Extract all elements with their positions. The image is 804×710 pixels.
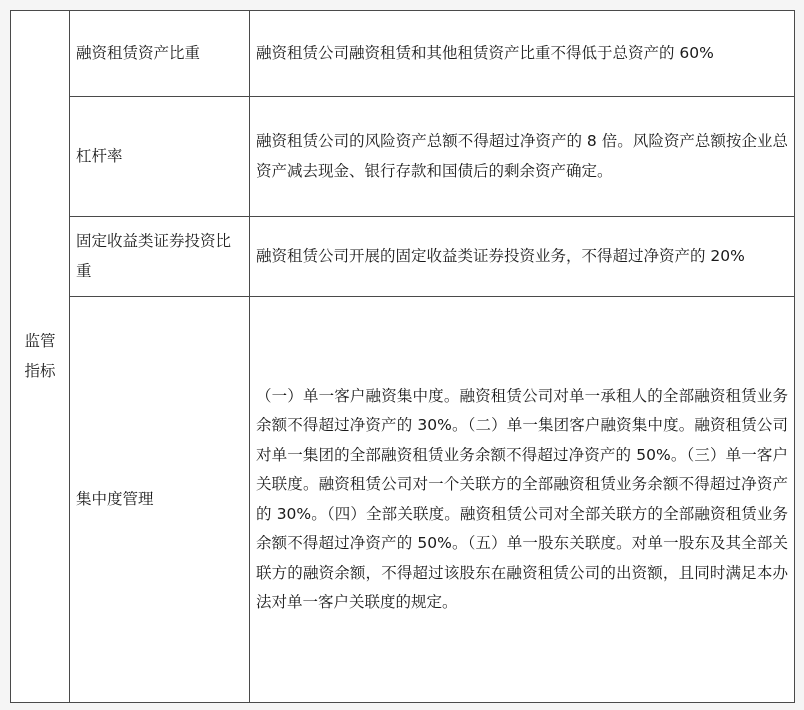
table-row: [11, 97, 795, 217]
indicator-name: 固定收益类证券投资比重: [70, 217, 250, 297]
indicator-description: 融资租赁公司融资租赁和其他租赁资产比重不得低于总资产的 60%: [250, 11, 795, 97]
regulatory-indicator-table-sheet: [10, 10, 794, 702]
indicator-description: （一）单一客户融资集中度。融资租赁公司对单一承租人的全部融资租赁业务余额不得超过净资产的 30%。（二）单一集团客户融资集中度。融资租赁公司对单一集团的全部融资租赁业务余额不得超过净资产的 50%。（三）单一客户关联度。融资租赁公司对一个关联方的全部融资租赁业务余额不得超过净资产的 30%。（四）全部关联度。融资租赁公司对全部关联方的全部融资租赁业务余额不得超过净资产的 50%。（五）单一股东关联度。对单一股东及其全部关联方的融资余额，不得超过该股东在融资租赁公司的出资额，且同时满足本办法对单一客户关联度的规定。: [250, 297, 795, 703]
indicator-description: 融资租赁公司的风险资产总额不得超过净资产的 8 倍。风险资产总额按企业总资产减去现金、银行存款和国债后的剩余资产确定。: [250, 97, 795, 217]
indicator-name: 融资租赁资产比重: [70, 11, 250, 97]
table-row: [11, 11, 795, 97]
table-row: [11, 297, 795, 703]
indicator-description: 融资租赁公司开展的固定收益类证券投资业务，不得超过净资产的 20%: [250, 217, 795, 297]
indicator-name: 杠杆率: [70, 97, 250, 217]
table-row: [11, 217, 795, 297]
regulatory-indicator-table: [10, 10, 795, 703]
group-label-line2: 指标: [24, 361, 56, 380]
indicator-name: 集中度管理: [70, 297, 250, 703]
group-label-line1: 监管: [24, 332, 56, 350]
group-label-cell: [11, 11, 70, 703]
